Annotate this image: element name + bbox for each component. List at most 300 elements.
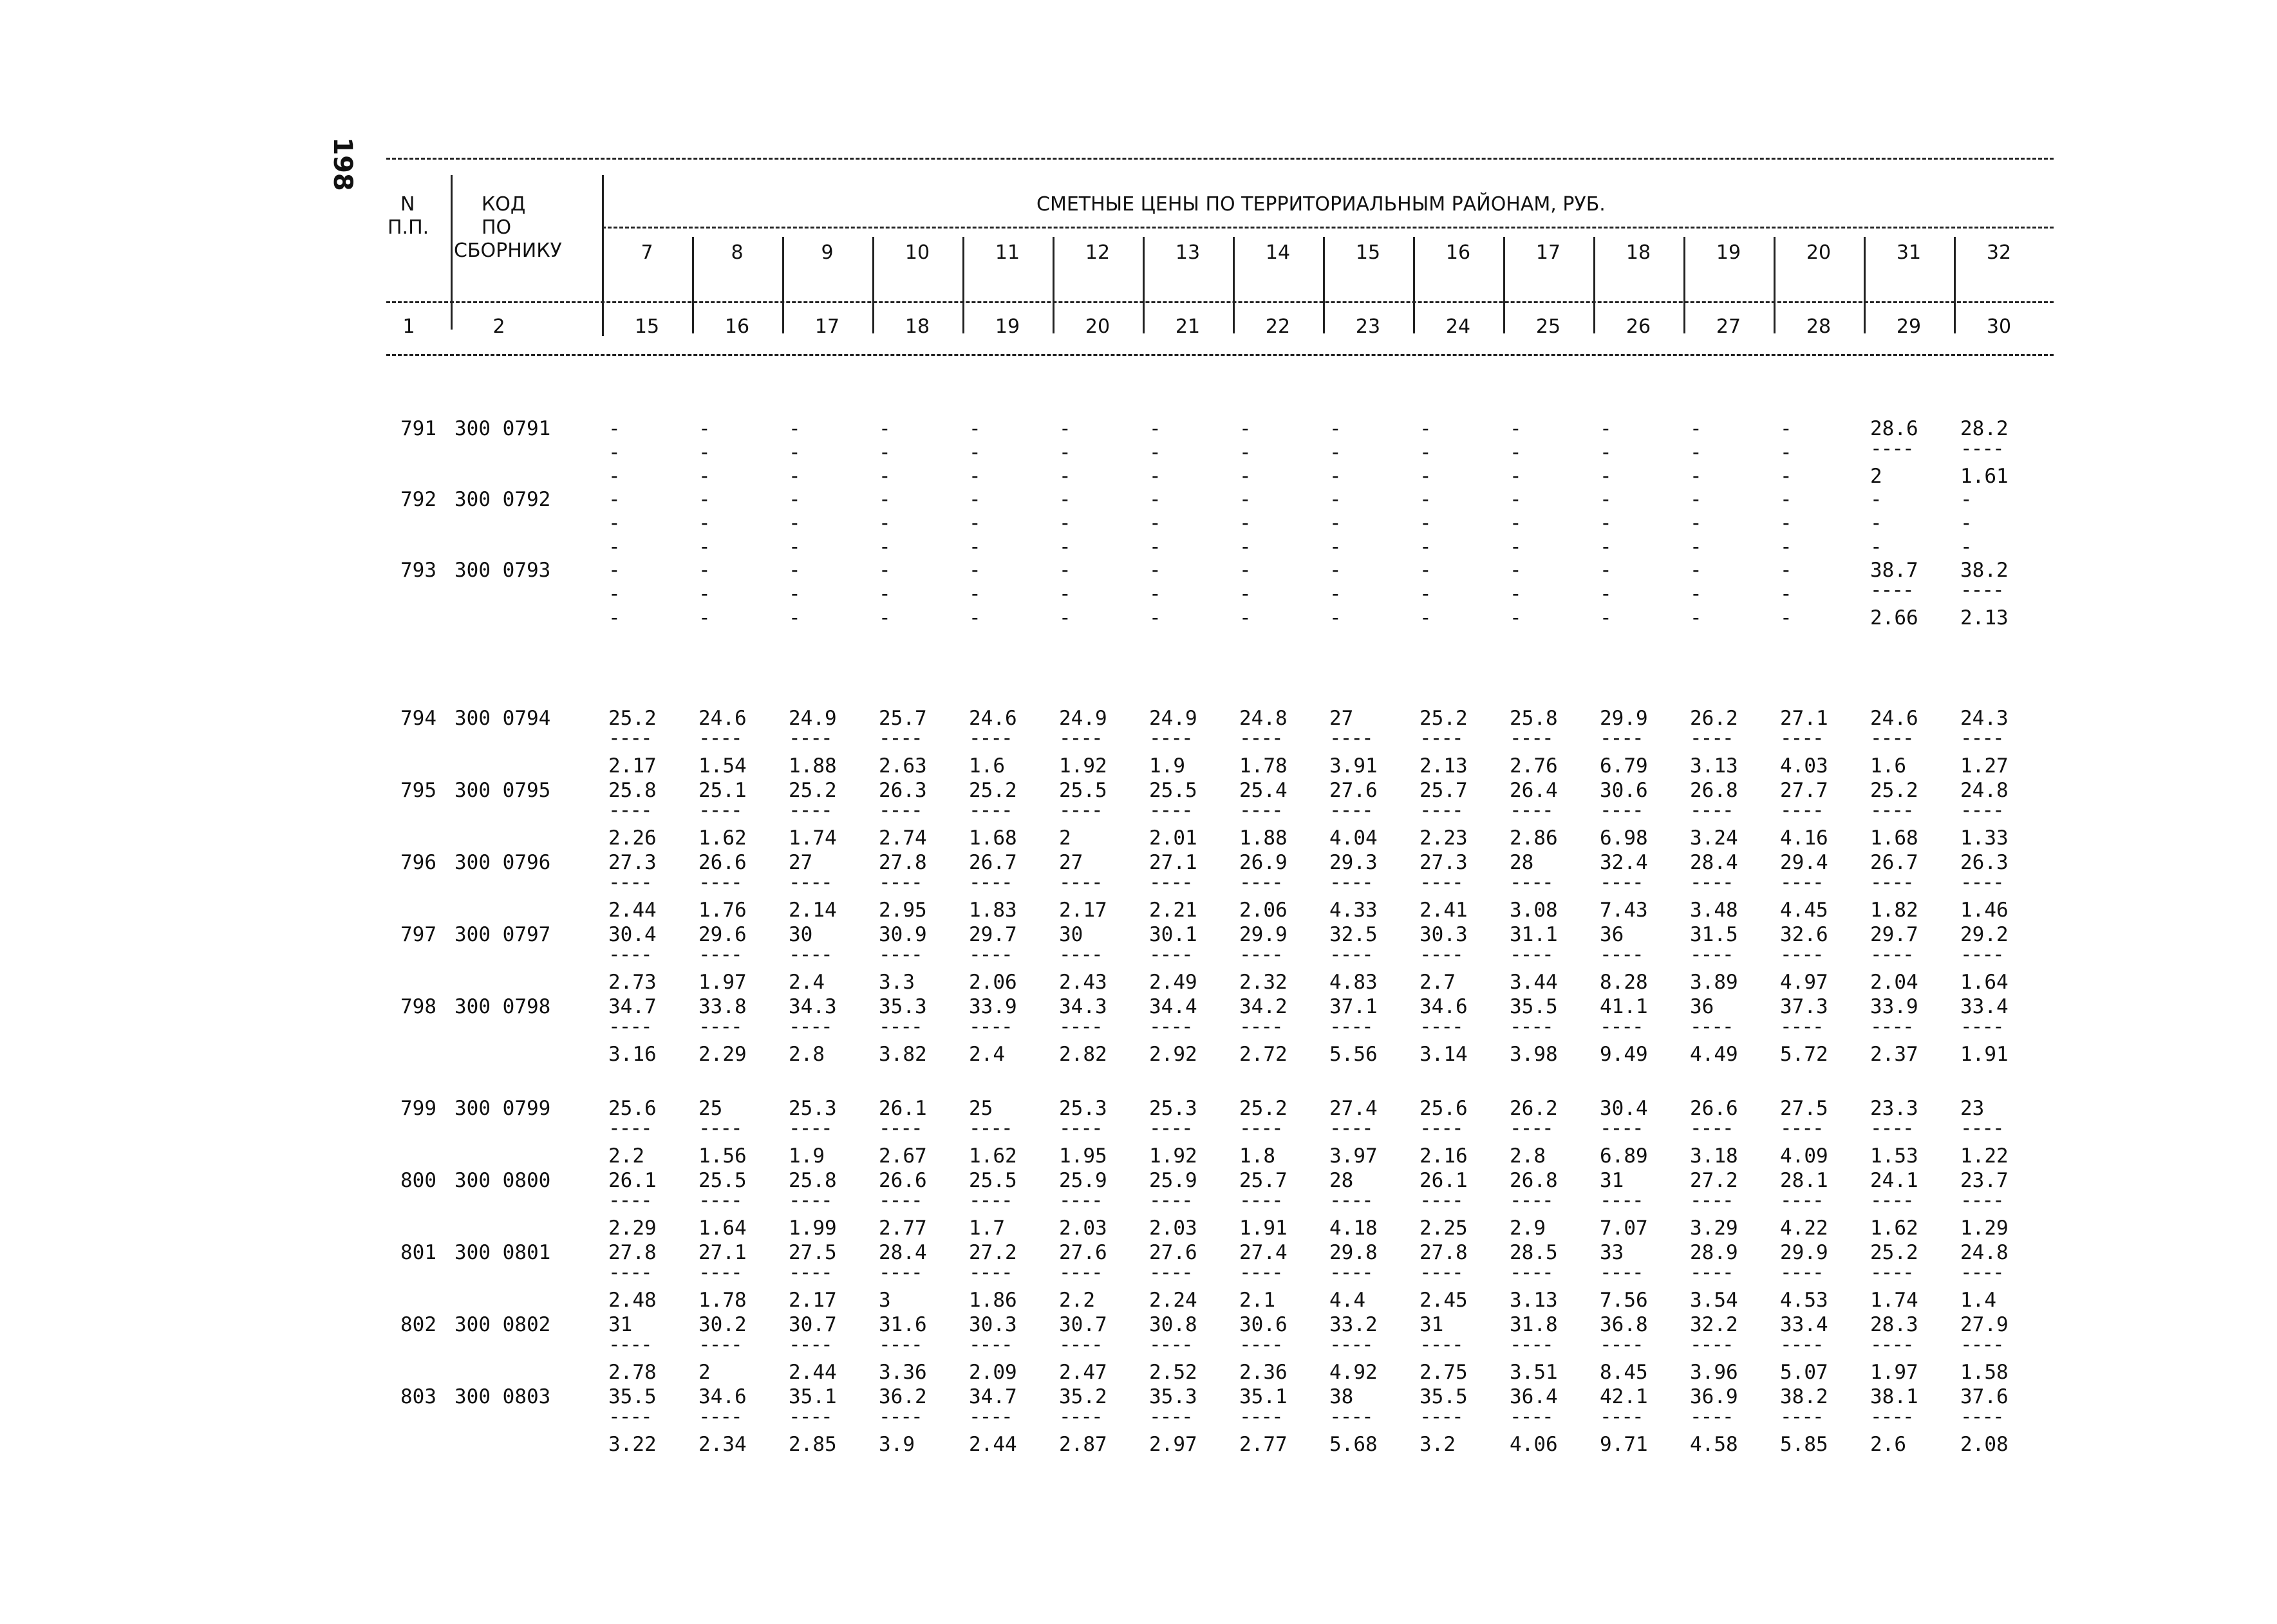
price-value: - <box>789 417 801 440</box>
price-lower: - <box>698 465 711 488</box>
price-lower: 1.64 <box>1960 971 2009 994</box>
fraction-line: ---- <box>608 1189 651 1212</box>
price-lower: - <box>608 465 621 488</box>
price-value: - <box>1149 417 1161 440</box>
price-lower: 3.2 <box>1420 1433 1456 1456</box>
fraction-line: ---- <box>1239 943 1282 966</box>
price-value: - <box>789 559 801 582</box>
district-number: 7 <box>641 241 653 264</box>
price-value: 27.6 <box>1149 1241 1197 1264</box>
fraction-line: ---- <box>1780 1189 1823 1212</box>
fraction-line: ---- <box>1510 1261 1553 1284</box>
fraction-line: ---- <box>969 1333 1012 1356</box>
separator-dash: - <box>879 583 891 606</box>
fraction-line: ---- <box>1510 1015 1553 1038</box>
fraction-line: ---- <box>1239 871 1282 894</box>
price-value: 35.1 <box>1239 1385 1288 1408</box>
price-lower: - <box>1690 465 1702 488</box>
price-value: 24.6 <box>698 707 747 730</box>
fraction-line: ---- <box>969 943 1012 966</box>
district-number: 16 <box>1445 241 1471 264</box>
price-value: 25.9 <box>1059 1169 1107 1192</box>
fraction-line: ---- <box>1690 1261 1733 1284</box>
price-value: 25.2 <box>789 779 837 802</box>
price-value: 26.6 <box>1690 1097 1738 1120</box>
price-value: - <box>789 488 801 511</box>
separator-dash: - <box>1329 512 1342 535</box>
price-value: 34.6 <box>698 1385 747 1408</box>
price-value: 30.6 <box>1239 1313 1288 1336</box>
price-lower: 5.56 <box>1329 1043 1378 1066</box>
price-value: 33.4 <box>1780 1313 1828 1336</box>
price-lower: 2.66 <box>1870 606 1918 630</box>
price-lower: 3.14 <box>1420 1043 1468 1066</box>
price-lower: 1.6 <box>969 754 1005 778</box>
price-value: 33.9 <box>1870 995 1918 1018</box>
price-lower: 1.82 <box>1870 899 1918 922</box>
fraction-line: ---- <box>1149 727 1192 750</box>
price-lower: 1.74 <box>789 826 837 850</box>
price-value: 35.5 <box>1420 1385 1468 1408</box>
fraction-line: ---- <box>1329 1261 1373 1284</box>
price-lower: 2.03 <box>1149 1217 1197 1240</box>
fraction-line: ---- <box>1510 1333 1553 1356</box>
price-value: 32.2 <box>1690 1313 1738 1336</box>
fraction-line: ---- <box>879 943 922 966</box>
row-number: 803 <box>400 1385 436 1408</box>
separator-dash: - <box>1239 441 1251 464</box>
price-value: 38.7 <box>1870 559 1918 582</box>
price-lower: 4.18 <box>1329 1217 1378 1240</box>
price-value: 24.9 <box>789 707 837 730</box>
price-value: 26.3 <box>1960 851 2009 874</box>
column-number: 19 <box>995 315 1020 338</box>
fraction-line: ---- <box>879 799 922 822</box>
price-value: 35.3 <box>1149 1385 1197 1408</box>
price-lower: 1.88 <box>1239 826 1288 850</box>
fraction-line: ---- <box>1780 943 1823 966</box>
fraction-line: ---- <box>1510 1117 1553 1140</box>
price-lower: - <box>1059 465 1071 488</box>
price-lower: - <box>1780 606 1792 630</box>
price-lower: 1.78 <box>698 1289 747 1312</box>
price-value: 25.2 <box>1420 707 1468 730</box>
fraction-line: ---- <box>698 871 742 894</box>
fraction-line: ---- <box>789 1117 832 1140</box>
fraction-line: ---- <box>1329 1015 1373 1038</box>
district-number: 18 <box>1626 241 1651 264</box>
price-value: 27.5 <box>1780 1097 1828 1120</box>
price-value: 31 <box>1420 1313 1444 1336</box>
price-value: 28.2 <box>1960 417 2009 440</box>
fraction-line: ---- <box>879 1333 922 1356</box>
column-number: 22 <box>1265 315 1291 338</box>
price-lower: - <box>1600 536 1612 559</box>
price-lower: 4.09 <box>1780 1144 1828 1168</box>
price-value: 26.8 <box>1690 779 1738 802</box>
price-value: 30.9 <box>879 923 927 946</box>
price-value: 34.4 <box>1149 995 1197 1018</box>
fraction-line: ---- <box>1420 1405 1463 1428</box>
price-lower: 2.52 <box>1149 1361 1197 1384</box>
district-number: 14 <box>1265 241 1291 264</box>
price-lower: 3.13 <box>1690 754 1738 778</box>
column-number: 24 <box>1445 315 1471 338</box>
header-divider <box>872 237 874 333</box>
fraction-line: ---- <box>879 727 922 750</box>
price-lower: 5.07 <box>1780 1361 1828 1384</box>
price-value: - <box>608 488 621 511</box>
price-value: 25.5 <box>1149 779 1197 802</box>
fraction-line: ---- <box>1600 1117 1643 1140</box>
fraction-line: ---- <box>1600 1333 1643 1356</box>
row-number: 794 <box>400 707 436 730</box>
price-value: 37.6 <box>1960 1385 2009 1408</box>
fraction-line: ---- <box>1870 871 1913 894</box>
fraction-line: ---- <box>1059 943 1102 966</box>
fraction-line: ---- <box>1510 871 1553 894</box>
fraction-line: ---- <box>608 727 651 750</box>
price-lower: - <box>1149 465 1161 488</box>
price-lower: 2.21 <box>1149 899 1197 922</box>
separator-dash: - <box>1510 441 1522 464</box>
fraction-line: ---- <box>969 871 1012 894</box>
price-lower: 3.18 <box>1690 1144 1738 1168</box>
price-lower: 3 <box>879 1289 891 1312</box>
price-lower: 2.4 <box>789 971 825 994</box>
header-divider <box>1503 237 1505 333</box>
price-lower: - <box>879 536 891 559</box>
price-lower: 2.47 <box>1059 1361 1107 1384</box>
price-value: 31 <box>608 1313 633 1336</box>
fraction-line: ---- <box>1690 1015 1733 1038</box>
row-number: 795 <box>400 779 436 802</box>
price-value: 27.7 <box>1780 779 1828 802</box>
price-value: - <box>1149 488 1161 511</box>
price-value: 27.2 <box>969 1241 1017 1264</box>
price-value: 42.1 <box>1600 1385 1648 1408</box>
price-value: 24.8 <box>1239 707 1288 730</box>
fraction-line: ---- <box>1329 1117 1373 1140</box>
price-value: 25.3 <box>789 1097 837 1120</box>
price-value: 29.3 <box>1329 851 1378 874</box>
price-lower: 1.53 <box>1870 1144 1918 1168</box>
price-value: 31.5 <box>1690 923 1738 946</box>
fraction-line: ---- <box>1149 1117 1192 1140</box>
district-number: 9 <box>821 241 834 264</box>
separator-dash: - <box>1690 512 1702 535</box>
row-code: 300 0801 <box>454 1241 551 1264</box>
price-value: - <box>879 559 891 582</box>
price-lower: - <box>698 606 711 630</box>
price-lower: 3.97 <box>1329 1144 1378 1168</box>
column-label-code: ПО <box>482 216 512 239</box>
separator-dash: - <box>969 441 981 464</box>
fraction-line: ---- <box>1780 1015 1823 1038</box>
price-value: - <box>879 417 891 440</box>
fraction-line: ---- <box>1780 1261 1823 1284</box>
price-lower: 3.48 <box>1690 899 1738 922</box>
price-value: 27.1 <box>698 1241 747 1264</box>
price-lower: 4.16 <box>1780 826 1828 850</box>
price-lower: 1.33 <box>1960 826 2009 850</box>
row-code: 300 0794 <box>454 707 551 730</box>
price-lower: - <box>1600 465 1612 488</box>
separator-dash: - <box>1960 512 1972 535</box>
price-value: 27.6 <box>1059 1241 1107 1264</box>
price-lower: 2.26 <box>608 826 657 850</box>
price-lower: 1.74 <box>1870 1289 1918 1312</box>
column-number: 28 <box>1806 315 1832 338</box>
fraction-line: ---- <box>1690 1333 1733 1356</box>
price-value: 24.1 <box>1870 1169 1918 1192</box>
fraction-line: ---- <box>1239 1117 1282 1140</box>
price-value: 28 <box>1329 1169 1354 1192</box>
price-value: 30 <box>789 923 813 946</box>
price-lower: 3.91 <box>1329 754 1378 778</box>
price-lower: - <box>1420 606 1432 630</box>
price-value: 32.6 <box>1780 923 1828 946</box>
price-value: - <box>1510 417 1522 440</box>
price-value: 25.8 <box>1510 707 1558 730</box>
price-lower: - <box>1149 536 1161 559</box>
fraction-line: ---- <box>789 1333 832 1356</box>
price-lower: 2.43 <box>1059 971 1107 994</box>
fraction-line: ---- <box>789 1405 832 1428</box>
price-value: 28.4 <box>879 1241 927 1264</box>
fraction-line: ---- <box>1149 1261 1192 1284</box>
fraction-line: ---- <box>1960 1261 2003 1284</box>
separator-dash: - <box>698 441 711 464</box>
fraction-line: ---- <box>1960 437 2003 460</box>
fraction-line: ---- <box>879 1405 922 1428</box>
row-number: 797 <box>400 923 436 946</box>
column-number: 18 <box>904 315 930 338</box>
fraction-line: ---- <box>608 1333 651 1356</box>
fraction-line: ---- <box>969 1117 1012 1140</box>
price-value: - <box>1329 417 1342 440</box>
fraction-line: ---- <box>1420 1015 1463 1038</box>
fraction-line: ---- <box>1960 871 2003 894</box>
price-lower: - <box>1329 536 1342 559</box>
price-value: 25.7 <box>1420 779 1468 802</box>
separator-dash: - <box>1149 512 1161 535</box>
price-value: 27.5 <box>789 1241 837 1264</box>
price-value: 25.2 <box>969 779 1017 802</box>
fraction-line: ---- <box>1059 1261 1102 1284</box>
district-number: 32 <box>1986 241 2012 264</box>
header-divider <box>1774 237 1776 333</box>
price-value: 25.2 <box>1870 1241 1918 1264</box>
fraction-line: ---- <box>1870 1189 1913 1212</box>
price-value: 26.2 <box>1510 1097 1558 1120</box>
price-value: 30.6 <box>1600 779 1648 802</box>
fraction-line: ---- <box>879 871 922 894</box>
row-code: 300 0795 <box>454 779 551 802</box>
separator-dash: - <box>1059 441 1071 464</box>
fraction-line: ---- <box>789 871 832 894</box>
price-value: 30 <box>1059 923 1083 946</box>
fraction-line: ---- <box>1870 1261 1913 1284</box>
price-lower: 2.29 <box>608 1217 657 1240</box>
price-lower: - <box>698 536 711 559</box>
fraction-line: ---- <box>1960 727 2003 750</box>
price-value: 27.8 <box>879 851 927 874</box>
price-value: 28.1 <box>1780 1169 1828 1192</box>
column-number: 17 <box>814 315 840 338</box>
price-value: - <box>1239 559 1251 582</box>
separator-dash: - <box>1059 512 1071 535</box>
fraction-line: ---- <box>1960 1189 2003 1212</box>
separator-dash: - <box>1239 583 1251 606</box>
fraction-line: ---- <box>1780 727 1823 750</box>
district-number: 19 <box>1716 241 1741 264</box>
price-value: 25.2 <box>1239 1097 1288 1120</box>
fraction-line: ---- <box>1059 1405 1102 1428</box>
fraction-line: ---- <box>1870 437 1913 460</box>
price-lower: 2.23 <box>1420 826 1468 850</box>
fraction-line: ---- <box>1329 1189 1373 1212</box>
price-lower: - <box>789 465 801 488</box>
fraction-line: ---- <box>789 1015 832 1038</box>
price-value: 38 <box>1329 1385 1354 1408</box>
price-value: 27.3 <box>1420 851 1468 874</box>
price-value: - <box>1600 559 1612 582</box>
column-number: 26 <box>1626 315 1651 338</box>
price-value: - <box>1600 488 1612 511</box>
price-value: 24.6 <box>1870 707 1918 730</box>
fraction-line: ---- <box>1059 1015 1102 1038</box>
price-value: 37.3 <box>1780 995 1828 1018</box>
price-lower: 3.82 <box>879 1043 927 1066</box>
column-label-n: П.П. <box>388 216 429 239</box>
price-value: 27 <box>1329 707 1354 730</box>
price-lower: 1.6 <box>1870 754 1906 778</box>
price-value: 30.4 <box>608 923 657 946</box>
price-value: 31.1 <box>1510 923 1558 946</box>
price-lower: - <box>608 606 621 630</box>
fraction-line: ---- <box>1149 1405 1192 1428</box>
price-lower: 8.45 <box>1600 1361 1648 1384</box>
price-lower: 2.6 <box>1870 1433 1906 1456</box>
fraction-line: ---- <box>1059 1189 1102 1212</box>
header-rule <box>386 354 2054 356</box>
fraction-line: ---- <box>1600 1405 1643 1428</box>
price-lower: 2.45 <box>1420 1289 1468 1312</box>
price-value: - <box>879 488 891 511</box>
price-value: - <box>1600 417 1612 440</box>
price-lower: 1.92 <box>1149 1144 1197 1168</box>
price-lower: 2.9 <box>1510 1217 1546 1240</box>
fraction-line: ---- <box>698 799 742 822</box>
price-lower: - <box>879 465 891 488</box>
price-lower: 2.7 <box>1420 971 1456 994</box>
header-divider <box>1954 237 1956 333</box>
price-lower: 7.07 <box>1600 1217 1648 1240</box>
price-lower: 2.92 <box>1149 1043 1197 1066</box>
fraction-line: ---- <box>1149 1333 1192 1356</box>
fraction-line: ---- <box>1420 727 1463 750</box>
column-number: 29 <box>1896 315 1922 338</box>
price-value: 34.3 <box>789 995 837 1018</box>
price-lower: 8.28 <box>1600 971 1648 994</box>
fraction-line: ---- <box>1420 1333 1463 1356</box>
price-lower: 3.9 <box>879 1433 915 1456</box>
price-value: 24.8 <box>1960 779 2009 802</box>
row-code: 300 0799 <box>454 1097 551 1120</box>
fraction-line: ---- <box>1870 1405 1913 1428</box>
price-lower: 1.61 <box>1960 465 2009 488</box>
fraction-line: ---- <box>1149 799 1192 822</box>
row-number: 801 <box>400 1241 436 1264</box>
price-lower: 2.16 <box>1420 1144 1468 1168</box>
price-value: 31.8 <box>1510 1313 1558 1336</box>
price-lower: 2.37 <box>1870 1043 1918 1066</box>
price-value: 25.1 <box>698 779 747 802</box>
column-number: 16 <box>724 315 750 338</box>
fraction-line: ---- <box>1690 727 1733 750</box>
header-rule <box>386 158 2054 160</box>
price-value: 27 <box>1059 851 1083 874</box>
price-lower: 2.87 <box>1059 1433 1107 1456</box>
price-lower: 2.2 <box>1059 1289 1095 1312</box>
price-value: - <box>1780 417 1792 440</box>
price-value: 24.3 <box>1960 707 2009 730</box>
price-value: - <box>1510 559 1522 582</box>
price-lower: 2.77 <box>879 1217 927 1240</box>
price-lower: 5.85 <box>1780 1433 1828 1456</box>
fraction-line: ---- <box>1690 871 1733 894</box>
fraction-line: ---- <box>1239 1189 1282 1212</box>
price-lower: - <box>789 536 801 559</box>
separator-dash: - <box>608 512 621 535</box>
fraction-line: ---- <box>1690 943 1733 966</box>
price-lower: - <box>1510 536 1522 559</box>
price-lower: 2.44 <box>969 1433 1017 1456</box>
price-lower: 1.76 <box>698 899 747 922</box>
price-lower: 7.43 <box>1600 899 1648 922</box>
price-lower: - <box>1059 606 1071 630</box>
fraction-line: ---- <box>1600 799 1643 822</box>
page-number: 198 <box>327 137 357 191</box>
price-lower: 2 <box>1059 826 1071 850</box>
price-lower: 3.16 <box>608 1043 657 1066</box>
price-value: - <box>1420 559 1432 582</box>
separator-dash: - <box>1690 441 1702 464</box>
price-lower: 9.49 <box>1600 1043 1648 1066</box>
price-value: 28.4 <box>1690 851 1738 874</box>
separator-dash: - <box>1510 512 1522 535</box>
separator-dash: - <box>698 512 711 535</box>
fraction-line: ---- <box>1780 799 1823 822</box>
price-value: 33.8 <box>698 995 747 1018</box>
fraction-line: ---- <box>969 1015 1012 1038</box>
price-lower: 7.56 <box>1600 1289 1648 1312</box>
header-divider <box>1413 237 1415 333</box>
fraction-line: ---- <box>879 1015 922 1038</box>
price-lower: 4.4 <box>1329 1289 1365 1312</box>
price-lower: 2.29 <box>698 1043 747 1066</box>
fraction-line: ---- <box>1420 871 1463 894</box>
fraction-line: ---- <box>1510 943 1553 966</box>
fraction-line: ---- <box>969 799 1012 822</box>
price-lower: 2.44 <box>608 899 657 922</box>
price-lower: 2.44 <box>789 1361 837 1384</box>
price-lower: 2.09 <box>969 1361 1017 1384</box>
price-value: 23.7 <box>1960 1169 2009 1192</box>
price-lower: 1.97 <box>698 971 747 994</box>
price-value: - <box>1149 559 1161 582</box>
